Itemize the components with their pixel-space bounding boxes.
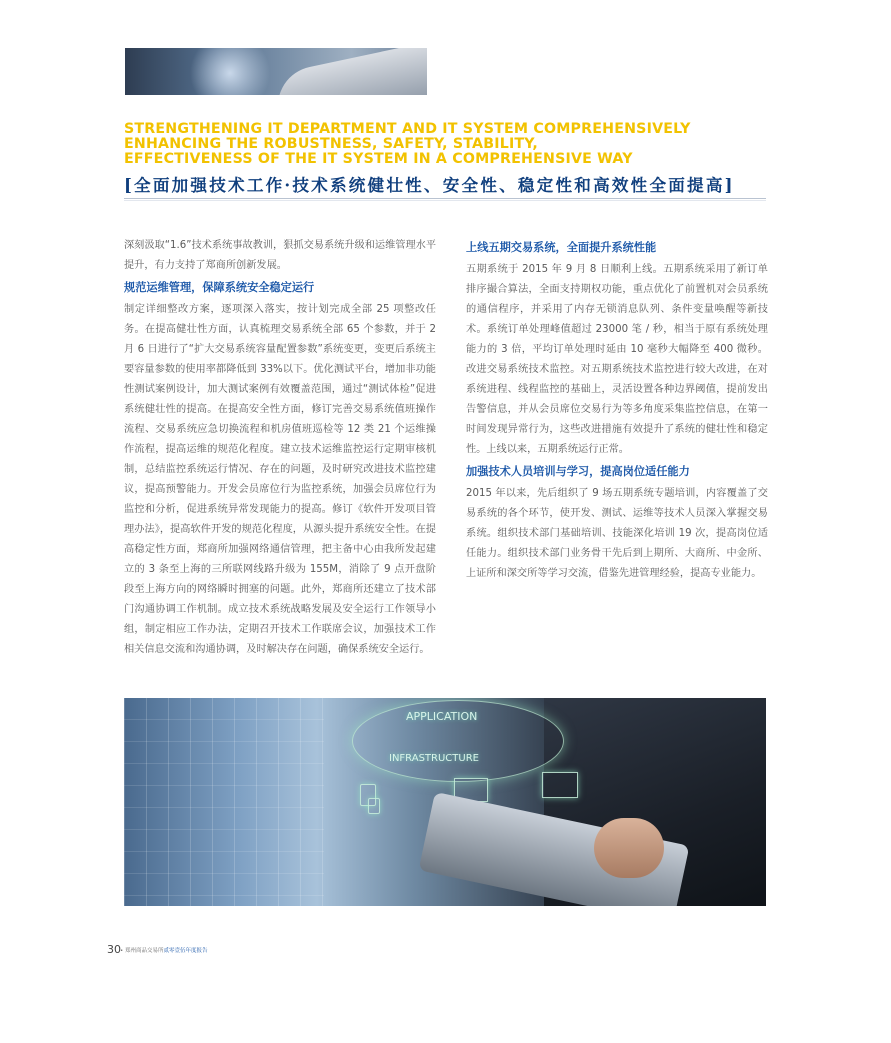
laptop-icon — [542, 772, 578, 798]
section-heading-ops: 规范运维管理，保障系统安全稳定运行 — [124, 281, 315, 294]
section-body-ops: 制定详细整改方案，逐项深入落实，按计划完成全部 25 项整改任务。在提高健壮性方面，认真梳理交易系统全部 65 个参数，并于 2 月 6 日进行了“扩大交易系统容量配置参数”系统变更，变更后系统主要容量参数的使用率都降低到 33%以下。优化测试平台，增加非功能性测试案例设计，加大测试案例有效覆盖范围，通过“测试体检”促进系统健壮性的提高。在提高安全性方面，修订完善交易系统值班操作流程、交易系统应急切换流程和机房值班巡检等 12 类 21 个运维操作流程，提高运维的规范化程度。建立技术运维监控运行定期审核机制，总结监控系统运行情况、存在的问题，及时研究改进技术监控建议，提高预警能力。开发会员席位行为监控系统，加强会员席位行为监控和分析，促进系统异常发现能力的提高。修订《软件开发项目管理办法》，提高软件开发的规范化程度，从源头提升系统安全性。在提高稳定性方面，郑商所加强网络通信管理，把主备中心由我所发起建立的 3 条至上海的三所联网线路升级为 155M，消除了 9 点开盘阶段至上海方向的网络瞬时拥塞的问题。此外，郑商所还建立了技术部门沟通协调工作机制。成立技术系统战略发展及安全运行工作领导小组，制定相应工作办法，定期召开技术工作联席会议，加强技术工作相关信息交流和沟通协调，及时解决存在问题，确保系统安全运行。 — [124, 304, 436, 655]
footer-report-name: 贰零壹伍年度报告 — [163, 948, 208, 954]
photo-grid-background — [124, 698, 324, 906]
cloud-label-infrastructure: INFRASTRUCTURE — [389, 753, 479, 764]
footer-prefix: • 郑州商品交易所 — [120, 948, 164, 954]
cloud-label-application: APPLICATION — [406, 710, 478, 723]
page-number: 30 — [107, 943, 121, 956]
section-body-training: 2015 年以来，先后组织了 9 场五期系统专题培训，内容覆盖了交易系统的各个环节，使开发、测试、运维等技术人员深入掌握交易系统。组织技术部门基础培训、技能深化培训 19 次，提高岗位适任能力。组织技术部门业务骨干先后到上期所、大商所、中金所、上证所和深交所等学习交流，借鉴先进管理经验，提高专业能力。 — [466, 488, 768, 579]
photo-glow — [185, 48, 275, 95]
photo-hand — [271, 48, 427, 95]
left-column — [124, 236, 436, 660]
section-body-phase5: 五期系统于 2015 年 9 月 8 日顺利上线。五期系统采用了新订单排序撮合算法，全面支持期权功能，重点优化了前置机对会员系统的通信程序，并采用了内存无锁消息队列、条件变量唤醒等新技术。系统订单处理峰值超过 23000 笔 / 秒，相当于原有系统处理能力的 3 倍，平均订单处理时延由 10 毫秒大幅降至 400 微秒。改进交易系统技术监控。对五期系统技术监控进行较大改进，在对系统进程、线程监控的基础上，灵活设置各种边界阈值，提前发出告警信息，并从会员席位交易行为等多角度采集监控信息，在第一时间发现异常行为，这些改进措施有效提升了系统的健壮性和稳定性。上线以来，五期系统运行正常。 — [466, 264, 768, 455]
section-heading-phase5: 上线五期交易系统，全面提升系统性能 — [466, 241, 657, 254]
header-photo — [125, 48, 427, 95]
english-title — [124, 122, 824, 167]
intro-paragraph: 深刻汲取“1.6”技术系统事故教训，狠抓交易系统升级和运维管理水平提升，有力支持了郑商所创新发展。 — [124, 240, 437, 271]
right-column — [466, 236, 768, 584]
english-title-line-3: EFFECTIVENESS OF THE IT SYSTEM IN A COMPREHENSIVE WAY — [124, 151, 633, 167]
title-divider — [124, 198, 766, 199]
english-title-line-2: ENHANCING THE ROBUSTNESS, SAFETY, STABILITY, — [124, 136, 539, 152]
phone-icon-small — [368, 798, 380, 814]
chinese-title: [全面加强技术工作·技术系统健壮性、安全性、稳定性和高效性全面提高] — [124, 175, 735, 195]
section-heading-training: 加强技术人员培训与学习，提高岗位适任能力 — [466, 465, 690, 478]
english-title-line-1: STRENGTHENING IT DEPARTMENT AND IT SYSTEM COMPREHENSIVELY — [124, 121, 691, 137]
footer-text — [120, 946, 208, 954]
photo-hand-holding-tablet — [594, 818, 664, 878]
cloud-tablet-photo — [124, 698, 766, 906]
title-divider-shadow — [124, 200, 766, 201]
